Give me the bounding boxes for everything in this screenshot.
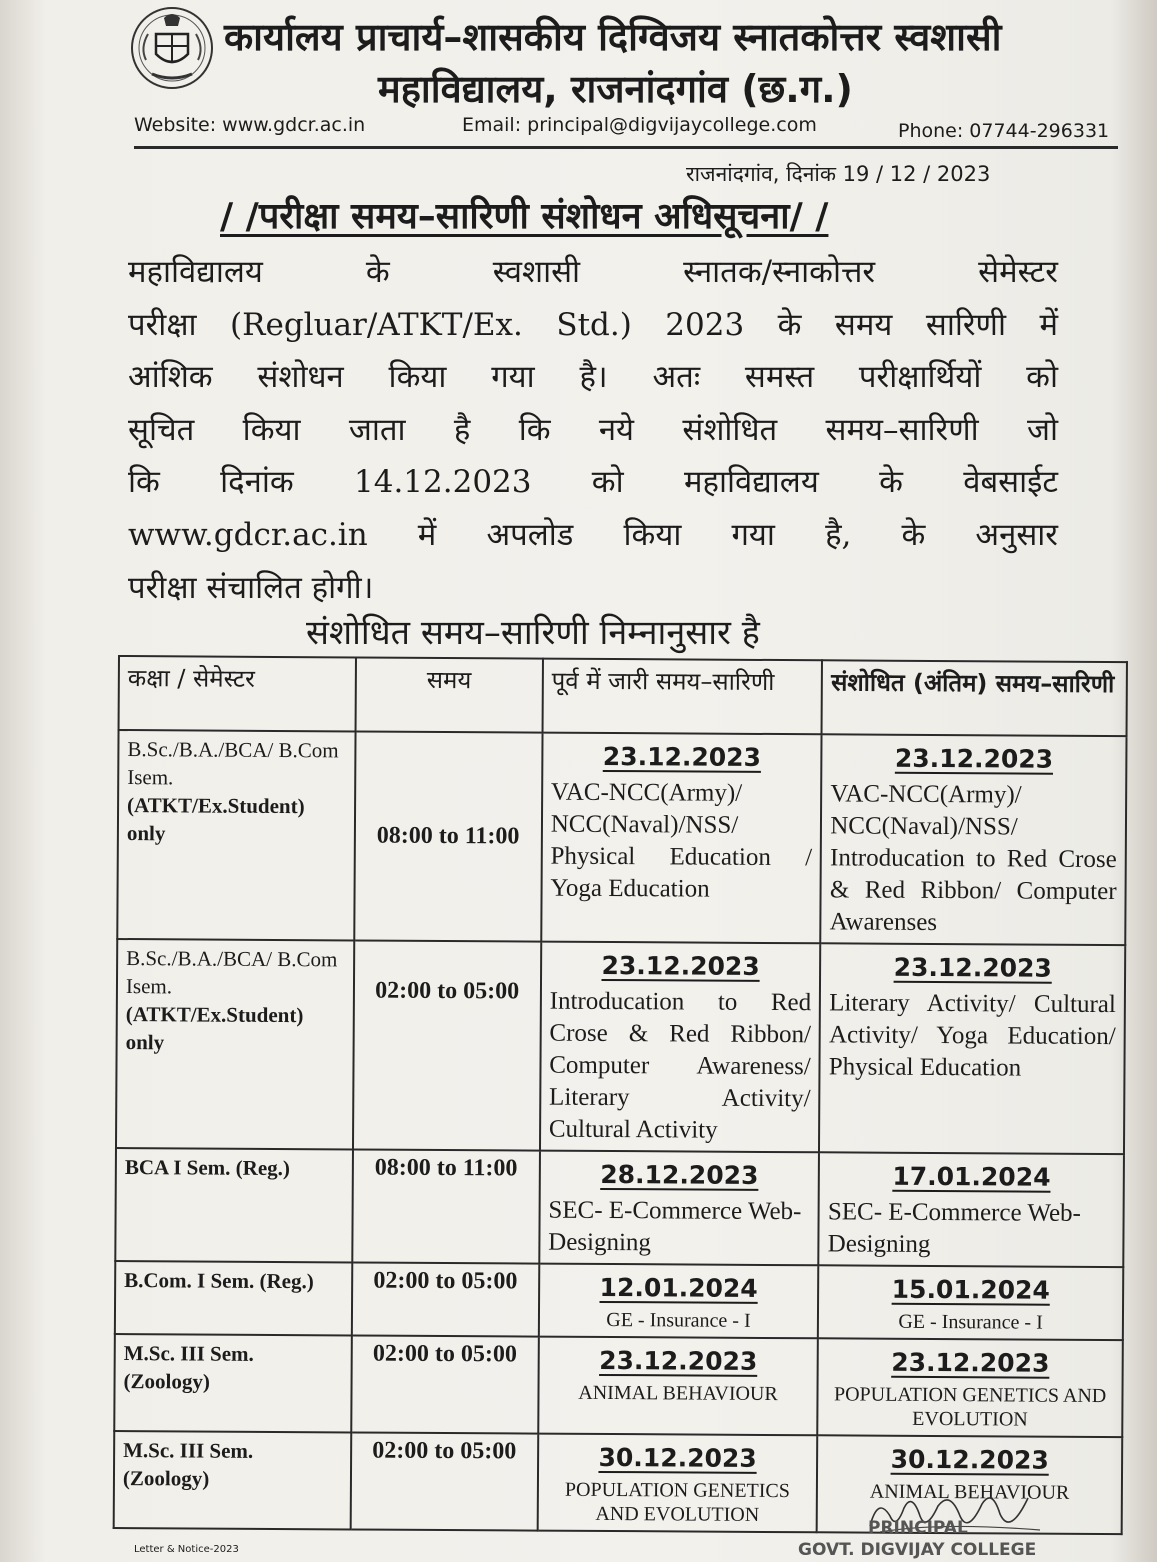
new-date: 23.12.2023 (893, 952, 1052, 983)
time-cell: 02:00 to 05:00 (353, 940, 541, 1150)
notice-title (220, 190, 1050, 239)
paragraph-line: सूचित किया जाता है कि नये संशोधित समय–सारिणी जो (128, 411, 1058, 448)
office-title-line1: कार्यालय प्राचार्य–शासकीय दिग्विजय स्नातकोत्तर स्वशासी (224, 15, 1002, 59)
class-cell (114, 1334, 351, 1432)
class-bold-text: B.Com. I Sem. (Reg.) (124, 1268, 314, 1294)
new-date: 15.01.2024 (891, 1274, 1050, 1305)
website-text: Website: www.gdcr.ac.in (134, 114, 366, 136)
old-subject: POPULATION GENETICS AND EVOLUTION (564, 1478, 791, 1526)
time-cell: 08:00 to 11:00 (354, 731, 542, 941)
new-schedule-cell (818, 1338, 1123, 1437)
class-bold-text: (ATKT/Ex.Student) only (125, 1002, 304, 1055)
time-cell: 02:00 to 05:00 (350, 1432, 538, 1530)
paragraph-line: परीक्षा संचालित होगी। (128, 569, 374, 606)
table-row (116, 939, 1125, 1154)
timetable (113, 655, 1128, 1535)
old-date: 23.12.2023 (602, 741, 762, 772)
table-row (115, 1261, 1123, 1340)
old-schedule-cell (538, 1337, 818, 1436)
old-subject: SEC- E-Commerce Web-Designing (548, 1196, 802, 1257)
old-schedule-cell (541, 733, 822, 944)
header-new-schedule: संशोधित (अंतिम) समय–सारिणी (822, 660, 1127, 736)
new-schedule-cell (819, 1152, 1124, 1267)
footer-note: Letter & Notice-2023 (134, 1544, 239, 1555)
paragraph-line: परीक्षा (Regluar/ATKT/Ex. Std.) 2023 के समय सारिणी में (128, 306, 1058, 343)
notice-date: राजनांदगांव, दिनांक 19 / 12 / 2023 (686, 162, 991, 186)
class-cell (115, 1261, 352, 1335)
header-time: समय (355, 657, 543, 732)
header-divider (134, 146, 1118, 149)
signature-label: PRINCIPAL (868, 1518, 968, 1538)
old-subject: VAC-NCC(Army)/ NCC(Naval)/NSS/ Physical Education / Yoga Education (550, 778, 813, 903)
old-date: 23.12.2023 (601, 950, 760, 981)
new-subject: VAC-NCC(Army)/ NCC(Naval)/NSS/ Introducation to Red Crose & Red Ribbon/ Computer Awarenses (829, 780, 1117, 937)
paragraph-line: कि दिनांक 14.12.2023 को महाविद्यालय के वेबसाईट (128, 464, 1058, 501)
time-cell: 02:00 to 05:00 (351, 1262, 539, 1336)
email-text: Email: principal@digvijaycollege.com (462, 114, 817, 136)
new-subject: GE - Insurance - I (898, 1310, 1043, 1334)
paragraph-line: www.gdcr.ac.in में अपलोड किया गया है, के अनुसार (128, 516, 1058, 553)
old-date: 30.12.2023 (598, 1442, 757, 1473)
class-cell (116, 939, 354, 1149)
old-subject: Introducation to Red Crose & Red Ribbon/ Computer Awareness/ Literary Activity/ Cultural Activity (548, 987, 812, 1144)
new-subject: POPULATION GENETICS AND EVOLUTION (833, 1383, 1107, 1431)
old-date: 12.01.2024 (599, 1272, 758, 1303)
new-schedule-cell (821, 734, 1127, 945)
table-header-row (119, 656, 1127, 736)
class-cell (115, 1148, 352, 1262)
notice-paragraph (128, 246, 1058, 614)
class-bold-text: BCA I Sem. (Reg.) (124, 1155, 291, 1181)
new-schedule-cell (819, 943, 1125, 1154)
old-subject: ANIMAL BEHAVIOUR (578, 1381, 778, 1406)
new-date: 23.12.2023 (891, 1347, 1050, 1378)
new-subject: ANIMAL BEHAVIOUR (869, 1480, 1070, 1504)
new-date: 17.01.2024 (892, 1161, 1051, 1192)
class-bold-text: M.Sc. III Sem. (Zoology) (123, 1341, 254, 1394)
new-schedule-cell (818, 1265, 1123, 1340)
notice-title-text: / /परीक्षा समय–सारिणी संशोधन अधिसूचना/ / (220, 196, 829, 237)
old-date: 23.12.2023 (599, 1345, 758, 1376)
old-schedule-cell (537, 1434, 817, 1533)
old-date: 28.12.2023 (600, 1159, 759, 1190)
new-date: 23.12.2023 (894, 743, 1054, 774)
college-crest-icon (128, 4, 216, 92)
table-row (117, 730, 1126, 945)
time-cell: 08:00 to 11:00 (352, 1149, 540, 1263)
header-old-schedule: पूर्व में जारी समय–सारिणी (542, 659, 822, 735)
class-cell (114, 1431, 351, 1529)
table-row (114, 1334, 1123, 1437)
office-title-line2: महाविद्यालय, राजनांदगांव (छ.ग.) (378, 67, 853, 111)
signature-org: GOVT. DIGVIJAY COLLEGE (798, 1540, 1037, 1560)
paragraph-line: आंशिक संशोधन किया गया है। अतः समस्त परीक्षार्थियों को (128, 359, 1058, 396)
table-subheading: संशोधित समय–सारिणी निम्नानुसार है (306, 613, 760, 653)
time-cell: 02:00 to 05:00 (351, 1335, 539, 1433)
class-text: B.Sc./B.A./BCA/ B.Com Isem. (125, 946, 338, 999)
old-schedule-cell (539, 1151, 819, 1266)
paragraph-line: महाविद्यालय के स्वशासी स्नातक/स्नाकोत्तर सेमेस्टर (128, 254, 1058, 290)
class-cell (117, 730, 355, 940)
class-bold-text: M.Sc. III Sem. (Zoology) (122, 1438, 254, 1491)
table-row (115, 1148, 1124, 1267)
new-date: 30.12.2023 (890, 1444, 1049, 1475)
old-schedule-cell (539, 1264, 819, 1339)
new-subject: Literary Activity/ Cultural Activity/ Yoga Education/ Physical Education (828, 989, 1116, 1082)
header-class: कक्षा / सेमेस्टर (119, 656, 356, 731)
new-subject: SEC- E-Commerce Web-Designing (827, 1198, 1082, 1258)
old-schedule-cell (540, 942, 821, 1153)
class-bold-text: (ATKT/Ex.Student) only (126, 793, 305, 846)
phone-text: Phone: 07744-296331 (898, 120, 1110, 142)
old-subject: GE - Insurance - I (606, 1308, 751, 1332)
class-text: B.Sc./B.A./BCA/ B.Com Isem. (127, 737, 339, 790)
